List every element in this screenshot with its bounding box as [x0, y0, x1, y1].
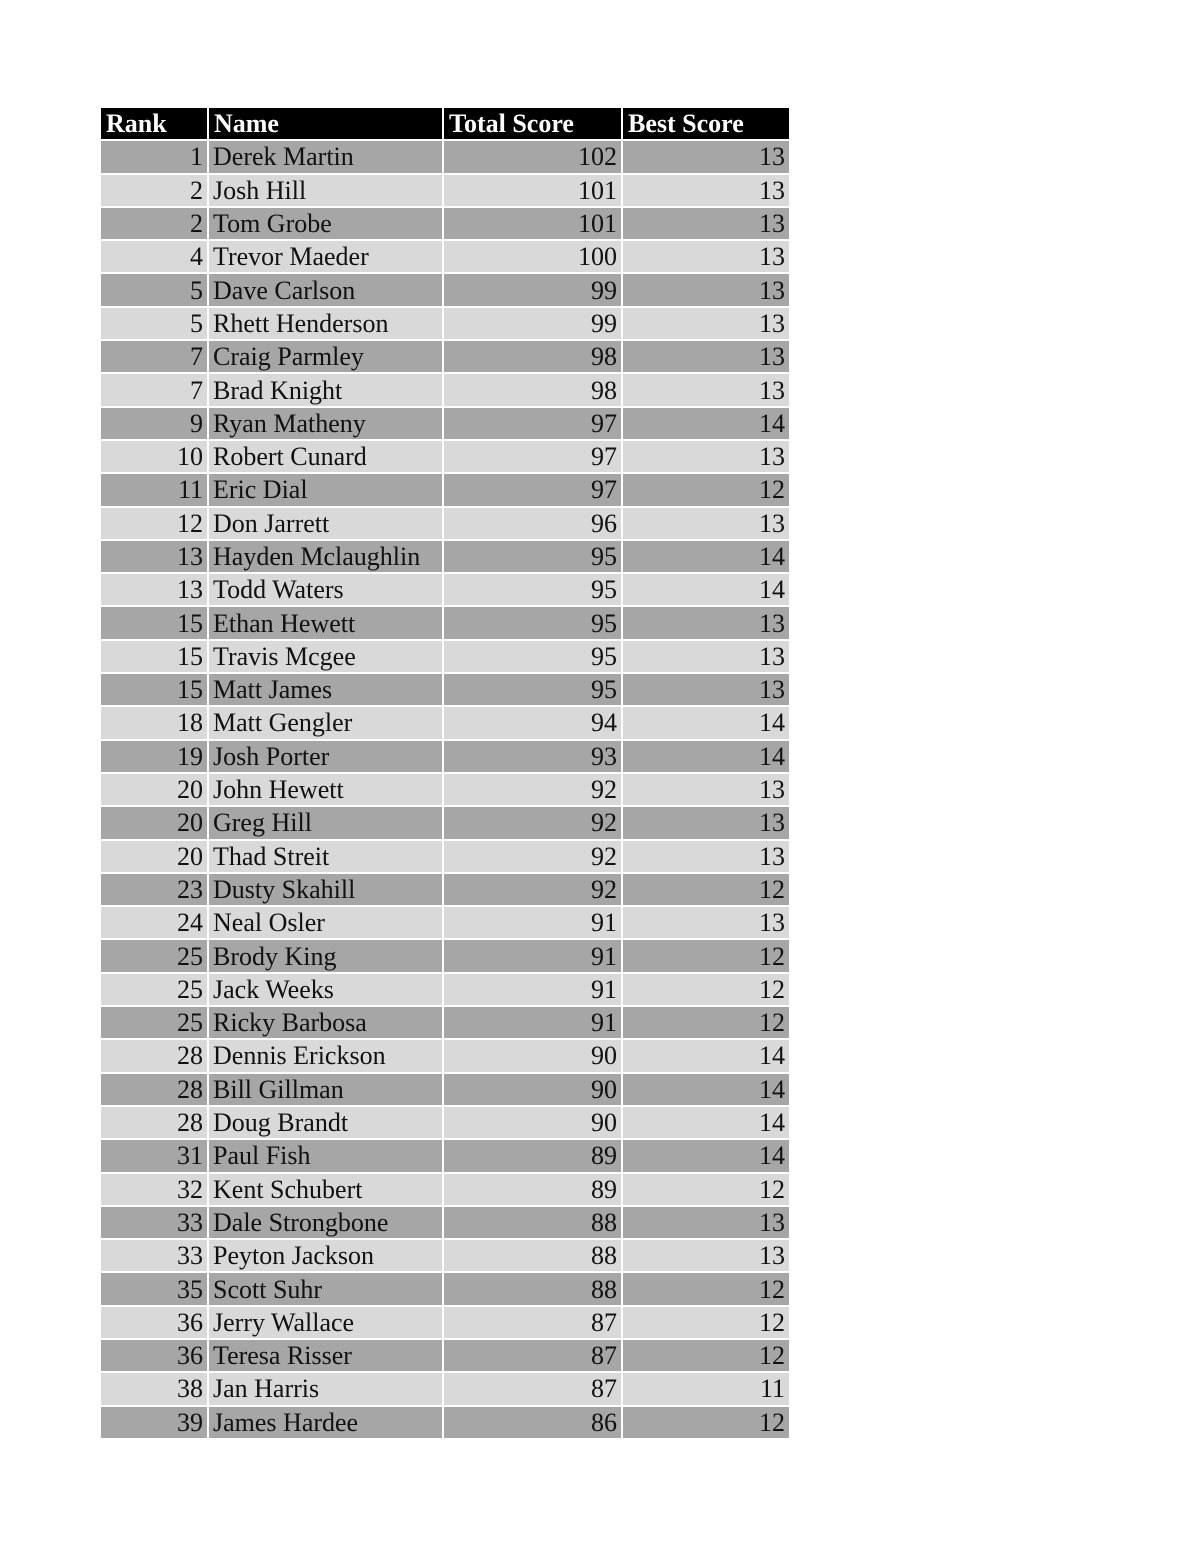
rank-cell: 20 [101, 774, 207, 805]
name-cell: Rhett Henderson [209, 308, 442, 339]
total-score-cell: 97 [444, 441, 621, 472]
name-cell: Ethan Hewett [209, 607, 442, 638]
rank-cell: 19 [101, 741, 207, 772]
best-score-cell: 13 [623, 241, 789, 272]
total-score-cell: 101 [444, 208, 621, 239]
rank-cell: 9 [101, 408, 207, 439]
name-cell: Eric Dial [209, 474, 442, 505]
name-cell: Dave Carlson [209, 274, 442, 305]
rank-cell: 13 [101, 574, 207, 605]
table-row [101, 774, 789, 805]
total-score-cell: 88 [444, 1273, 621, 1304]
rank-cell: 25 [101, 1007, 207, 1038]
name-cell: Dennis Erickson [209, 1040, 442, 1071]
table-row [101, 408, 789, 439]
name-cell: John Hewett [209, 774, 442, 805]
rank-cell: 32 [101, 1174, 207, 1205]
best-score-cell: 14 [623, 574, 789, 605]
best-score-cell: 13 [623, 1240, 789, 1271]
name-cell: Ricky Barbosa [209, 1007, 442, 1038]
name-cell: Jack Weeks [209, 974, 442, 1005]
name-cell: Jan Harris [209, 1373, 442, 1404]
rank-cell: 28 [101, 1040, 207, 1071]
best-score-cell: 12 [623, 874, 789, 905]
best-score-cell: 12 [623, 474, 789, 505]
total-score-cell: 100 [444, 241, 621, 272]
table-row [101, 508, 789, 539]
table-row [101, 1174, 789, 1205]
total-score-cell: 102 [444, 141, 621, 172]
rank-cell: 2 [101, 208, 207, 239]
table-row [101, 1240, 789, 1271]
best-score-cell: 12 [623, 1340, 789, 1371]
best-score-cell: 14 [623, 1140, 789, 1171]
name-cell: Josh Porter [209, 741, 442, 772]
header-name: Name [209, 108, 442, 139]
name-cell: Jerry Wallace [209, 1307, 442, 1338]
name-cell: Kent Schubert [209, 1174, 442, 1205]
name-cell: Todd Waters [209, 574, 442, 605]
best-score-cell: 14 [623, 1040, 789, 1071]
name-cell: Neal Osler [209, 907, 442, 938]
total-score-cell: 90 [444, 1107, 621, 1138]
name-cell: Josh Hill [209, 175, 442, 206]
table-row [101, 707, 789, 738]
total-score-cell: 95 [444, 674, 621, 705]
best-score-cell: 13 [623, 841, 789, 872]
name-cell: Matt Gengler [209, 707, 442, 738]
leaderboard-table [99, 106, 791, 1440]
table-row [101, 274, 789, 305]
name-cell: Bill Gillman [209, 1074, 442, 1105]
total-score-cell: 91 [444, 907, 621, 938]
table-row [101, 441, 789, 472]
table-row [101, 1007, 789, 1038]
table-row [101, 1373, 789, 1404]
table-row [101, 141, 789, 172]
name-cell: Don Jarrett [209, 508, 442, 539]
name-cell: Hayden Mclaughlin [209, 541, 442, 572]
total-score-cell: 95 [444, 541, 621, 572]
total-score-cell: 87 [444, 1307, 621, 1338]
table-body [101, 141, 789, 1438]
table-row [101, 1040, 789, 1071]
name-cell: Tom Grobe [209, 208, 442, 239]
table-row [101, 241, 789, 272]
best-score-cell: 13 [623, 141, 789, 172]
total-score-cell: 95 [444, 641, 621, 672]
total-score-cell: 95 [444, 574, 621, 605]
table-row [101, 974, 789, 1005]
rank-cell: 4 [101, 241, 207, 272]
best-score-cell: 13 [623, 508, 789, 539]
rank-cell: 15 [101, 607, 207, 638]
best-score-cell: 14 [623, 408, 789, 439]
best-score-cell: 13 [623, 807, 789, 838]
best-score-cell: 13 [623, 341, 789, 372]
table-row [101, 674, 789, 705]
rank-cell: 31 [101, 1140, 207, 1171]
header-total-score: Total Score [444, 108, 621, 139]
name-cell: Craig Parmley [209, 341, 442, 372]
table-row [101, 1207, 789, 1238]
table-row [101, 641, 789, 672]
total-score-cell: 91 [444, 974, 621, 1005]
rank-cell: 7 [101, 374, 207, 405]
rank-cell: 7 [101, 341, 207, 372]
best-score-cell: 13 [623, 774, 789, 805]
table-row [101, 474, 789, 505]
best-score-cell: 12 [623, 1007, 789, 1038]
header-rank: Rank [101, 108, 207, 139]
name-cell: Robert Cunard [209, 441, 442, 472]
total-score-cell: 89 [444, 1140, 621, 1171]
table-row [101, 1307, 789, 1338]
total-score-cell: 94 [444, 707, 621, 738]
total-score-cell: 92 [444, 774, 621, 805]
total-score-cell: 87 [444, 1373, 621, 1404]
name-cell: Doug Brandt [209, 1107, 442, 1138]
best-score-cell: 14 [623, 1107, 789, 1138]
total-score-cell: 98 [444, 374, 621, 405]
rank-cell: 23 [101, 874, 207, 905]
total-score-cell: 90 [444, 1040, 621, 1071]
rank-cell: 20 [101, 807, 207, 838]
total-score-cell: 101 [444, 175, 621, 206]
rank-cell: 38 [101, 1373, 207, 1404]
total-score-cell: 97 [444, 474, 621, 505]
total-score-cell: 91 [444, 940, 621, 971]
table-row [101, 1074, 789, 1105]
rank-cell: 33 [101, 1240, 207, 1271]
name-cell: Greg Hill [209, 807, 442, 838]
table-row [101, 940, 789, 971]
total-score-cell: 92 [444, 874, 621, 905]
header-best-score: Best Score [623, 108, 789, 139]
best-score-cell: 13 [623, 274, 789, 305]
rank-cell: 15 [101, 674, 207, 705]
name-cell: Teresa Risser [209, 1340, 442, 1371]
name-cell: Thad Streit [209, 841, 442, 872]
table-row [101, 607, 789, 638]
name-cell: Scott Suhr [209, 1273, 442, 1304]
table-row [101, 175, 789, 206]
best-score-cell: 14 [623, 741, 789, 772]
name-cell: Brody King [209, 940, 442, 971]
total-score-cell: 92 [444, 841, 621, 872]
table-row [101, 1107, 789, 1138]
best-score-cell: 13 [623, 175, 789, 206]
total-score-cell: 93 [444, 741, 621, 772]
table-row [101, 1340, 789, 1371]
best-score-cell: 12 [623, 974, 789, 1005]
total-score-cell: 98 [444, 341, 621, 372]
table-row [101, 208, 789, 239]
total-score-cell: 89 [444, 1174, 621, 1205]
best-score-cell: 12 [623, 1273, 789, 1304]
rank-cell: 20 [101, 841, 207, 872]
table-row [101, 907, 789, 938]
total-score-cell: 95 [444, 607, 621, 638]
total-score-cell: 87 [444, 1340, 621, 1371]
rank-cell: 11 [101, 474, 207, 505]
total-score-cell: 90 [444, 1074, 621, 1105]
name-cell: Paul Fish [209, 1140, 442, 1171]
rank-cell: 25 [101, 974, 207, 1005]
total-score-cell: 92 [444, 807, 621, 838]
rank-cell: 28 [101, 1074, 207, 1105]
table-row [101, 574, 789, 605]
table-row [101, 841, 789, 872]
best-score-cell: 12 [623, 1407, 789, 1438]
table-row [101, 807, 789, 838]
total-score-cell: 86 [444, 1407, 621, 1438]
best-score-cell: 13 [623, 607, 789, 638]
table-row [101, 1407, 789, 1438]
rank-cell: 5 [101, 308, 207, 339]
name-cell: Ryan Matheny [209, 408, 442, 439]
total-score-cell: 88 [444, 1240, 621, 1271]
best-score-cell: 12 [623, 940, 789, 971]
best-score-cell: 13 [623, 907, 789, 938]
name-cell: Derek Martin [209, 141, 442, 172]
name-cell: Travis Mcgee [209, 641, 442, 672]
table-row [101, 308, 789, 339]
header-row [101, 108, 789, 139]
rank-cell: 1 [101, 141, 207, 172]
name-cell: Brad Knight [209, 374, 442, 405]
rank-cell: 39 [101, 1407, 207, 1438]
rank-cell: 5 [101, 274, 207, 305]
table-row [101, 1140, 789, 1171]
table-row [101, 1273, 789, 1304]
best-score-cell: 12 [623, 1174, 789, 1205]
table-row [101, 341, 789, 372]
total-score-cell: 91 [444, 1007, 621, 1038]
total-score-cell: 96 [444, 508, 621, 539]
rank-cell: 36 [101, 1340, 207, 1371]
rank-cell: 15 [101, 641, 207, 672]
table-row [101, 374, 789, 405]
total-score-cell: 97 [444, 408, 621, 439]
best-score-cell: 12 [623, 1307, 789, 1338]
table-row [101, 874, 789, 905]
total-score-cell: 99 [444, 308, 621, 339]
name-cell: James Hardee [209, 1407, 442, 1438]
rank-cell: 13 [101, 541, 207, 572]
best-score-cell: 13 [623, 374, 789, 405]
name-cell: Trevor Maeder [209, 241, 442, 272]
best-score-cell: 11 [623, 1373, 789, 1404]
best-score-cell: 13 [623, 1207, 789, 1238]
name-cell: Dusty Skahill [209, 874, 442, 905]
rank-cell: 10 [101, 441, 207, 472]
rank-cell: 2 [101, 175, 207, 206]
rank-cell: 33 [101, 1207, 207, 1238]
name-cell: Peyton Jackson [209, 1240, 442, 1271]
rank-cell: 35 [101, 1273, 207, 1304]
best-score-cell: 13 [623, 208, 789, 239]
best-score-cell: 13 [623, 641, 789, 672]
rank-cell: 12 [101, 508, 207, 539]
name-cell: Matt James [209, 674, 442, 705]
total-score-cell: 99 [444, 274, 621, 305]
table-row [101, 541, 789, 572]
best-score-cell: 13 [623, 441, 789, 472]
best-score-cell: 13 [623, 308, 789, 339]
name-cell: Dale Strongbone [209, 1207, 442, 1238]
rank-cell: 24 [101, 907, 207, 938]
rank-cell: 28 [101, 1107, 207, 1138]
total-score-cell: 88 [444, 1207, 621, 1238]
best-score-cell: 13 [623, 674, 789, 705]
rank-cell: 36 [101, 1307, 207, 1338]
best-score-cell: 14 [623, 707, 789, 738]
best-score-cell: 14 [623, 541, 789, 572]
table-row [101, 741, 789, 772]
rank-cell: 18 [101, 707, 207, 738]
best-score-cell: 14 [623, 1074, 789, 1105]
rank-cell: 25 [101, 940, 207, 971]
